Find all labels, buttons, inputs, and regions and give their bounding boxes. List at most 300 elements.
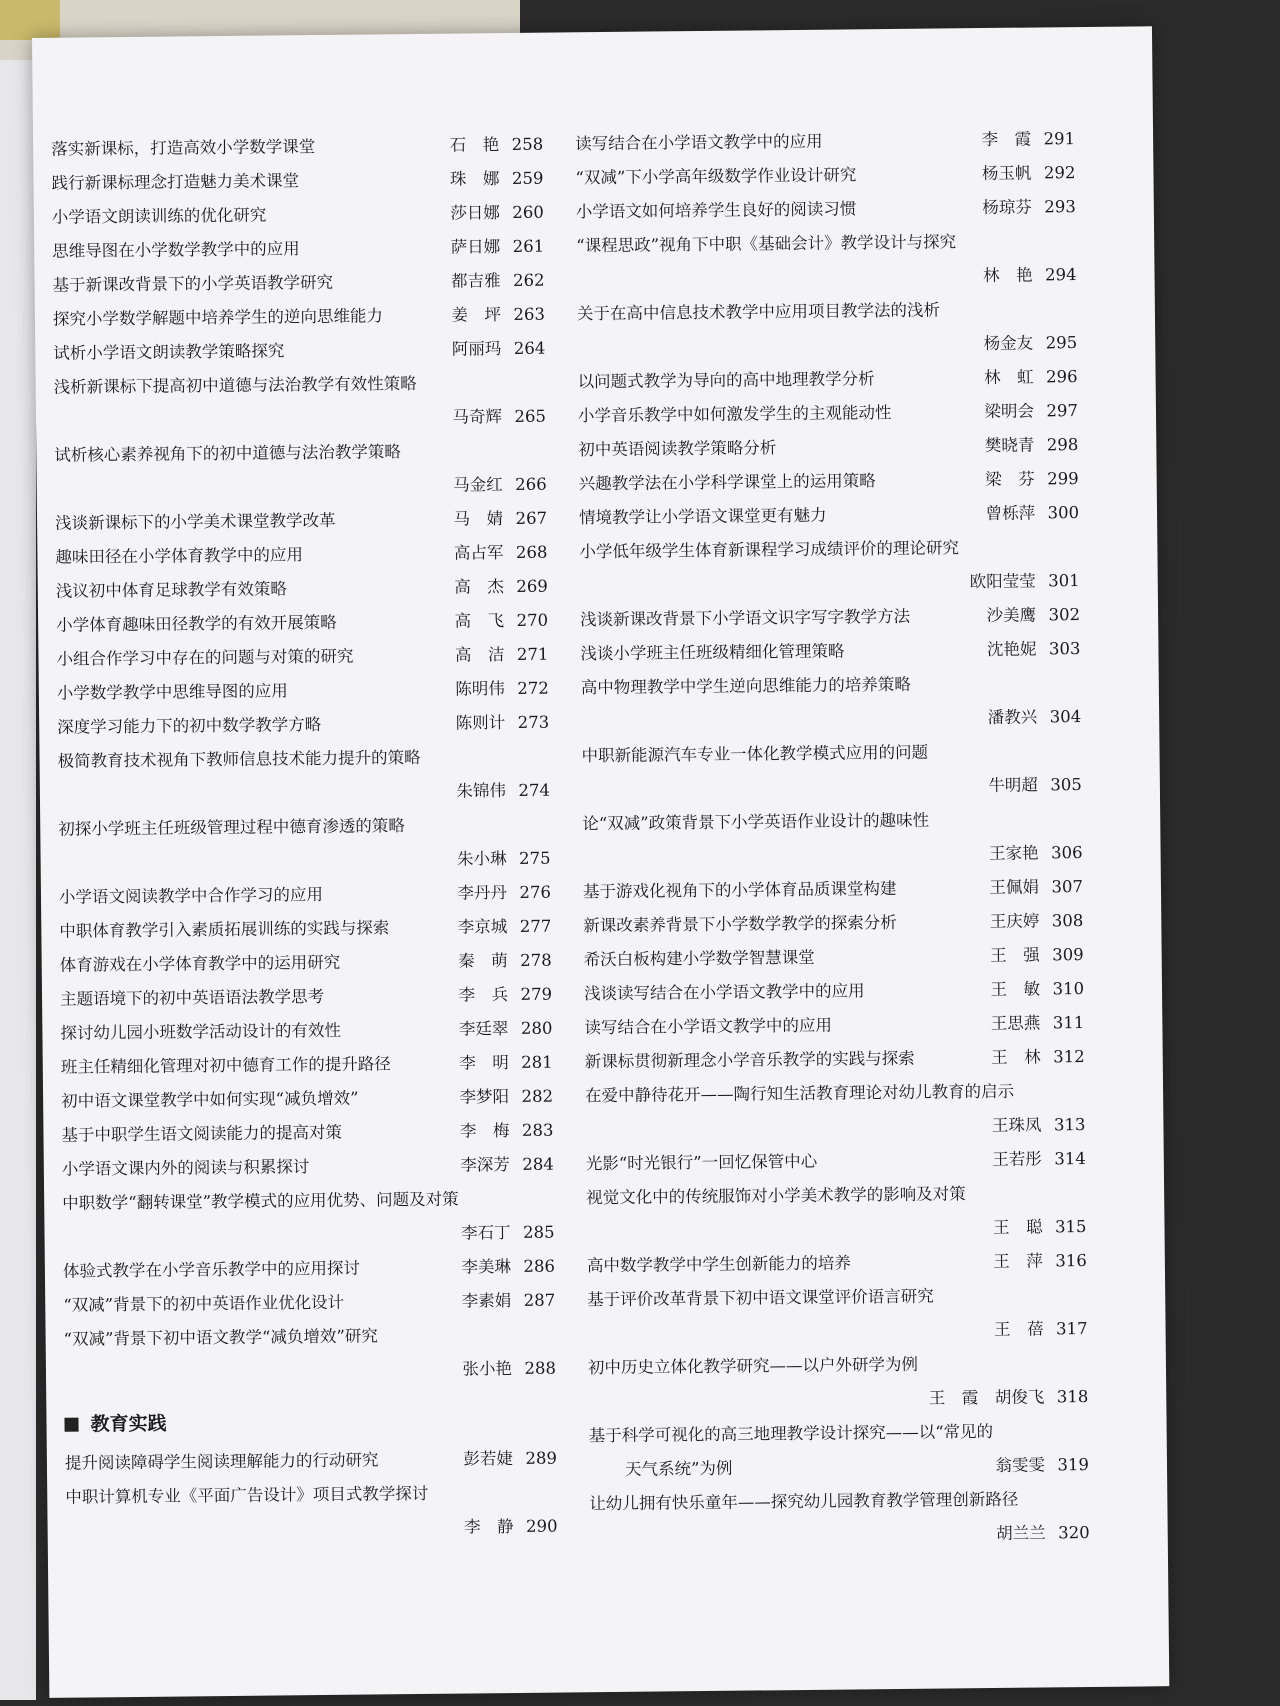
toc-entry-line <box>587 1244 1087 1283</box>
toc-entry-line <box>578 394 1078 433</box>
toc-entry <box>59 876 551 915</box>
toc-entry <box>585 1040 1085 1079</box>
toc-entry-author: 王 蓓 <box>993 1319 1044 1339</box>
toc-entry-title: 在爱中静待花开——陶行知生活教育理论对幼儿教育的启示 <box>585 1081 1015 1106</box>
leader-dots <box>895 395 966 430</box>
toc-entry-author: 曾栎萍 <box>985 503 1036 524</box>
toc-entry-title: 探究小学数学解题中培养学生的逆向思维能力 <box>52 306 384 329</box>
toc-entry-author: 王 聪 <box>992 1217 1043 1238</box>
toc-entry-page: 307 <box>1051 877 1084 897</box>
toc-entry-title: 初中英语阅读教学策略分析 <box>578 438 777 460</box>
leader-dots <box>328 979 440 1014</box>
toc-entry <box>584 1006 1084 1045</box>
toc-entry-line <box>52 196 544 235</box>
leader-dots <box>826 123 963 158</box>
leader-dots <box>94 843 449 881</box>
toc-entry-author: 李美琳 <box>461 1257 511 1277</box>
toc-entry-author: 高占军 <box>453 543 504 563</box>
leader-dots <box>821 1143 974 1179</box>
toc-entry-title: 小学语文朗读训练的优化研究 <box>51 205 267 227</box>
toc-entry-line <box>65 1442 557 1481</box>
toc-entry-line <box>586 1210 1086 1249</box>
leader-dots <box>612 259 975 297</box>
toc-entry-title: 光影“时光银行”一回忆保管中心 <box>585 1151 818 1174</box>
toc-entry-author: 李京城 <box>457 917 508 937</box>
toc-entry-line <box>586 1142 1086 1181</box>
toc-entry-page: 319 <box>1057 1455 1090 1475</box>
toc-entry-title: 小学语文阅读教学中合作学习的应用 <box>58 885 324 907</box>
toc-entry <box>578 394 1078 433</box>
toc-entry-page: 286 <box>523 1256 555 1276</box>
leader-dots <box>621 1109 984 1147</box>
toc-entry-title: 小学语文如何培养学生良好的阅读习惯 <box>575 199 857 222</box>
toc-entry-title: 班主任精细化管理对初中德育工作的提升路径 <box>60 1054 391 1077</box>
toc-entry-author: 梁 芬 <box>985 469 1035 490</box>
toc-entry-line <box>585 1040 1085 1079</box>
toc-entry-author: 陈则计 <box>455 713 506 733</box>
toc-entry-author: 秦 萌 <box>458 951 508 971</box>
leader-dots <box>319 129 431 164</box>
toc-entry-title: 主题语境下的初中英语语法教学思考 <box>59 986 325 1009</box>
leader-dots <box>860 191 964 226</box>
section-heading <box>64 1398 556 1447</box>
toc-entry-page: 314 <box>1054 1149 1086 1169</box>
toc-entry <box>59 910 551 949</box>
toc-entry-line <box>55 536 547 575</box>
leader-dots <box>860 157 963 192</box>
leader-dots <box>327 877 439 912</box>
toc-entry-author: 欧阳莹莹 <box>969 571 1036 592</box>
toc-entry <box>589 1482 1090 1555</box>
toc-entry <box>51 128 543 167</box>
toc-entry-line <box>61 1114 553 1153</box>
toc-entry-author: 高 杰 <box>454 577 504 597</box>
toc-entry-line <box>62 1148 554 1187</box>
toc-entry-page: 317 <box>1055 1319 1088 1339</box>
toc-entry-page: 320 <box>1058 1523 1090 1543</box>
toc-entry-line <box>583 904 1083 943</box>
toc-entry-author: 张小艳 <box>462 1359 513 1379</box>
toc-entry-author: 杨玉帆 <box>981 163 1032 184</box>
toc-entry-page: 297 <box>1046 401 1079 421</box>
toc-entry-title: 基于评价改革背景下初中语文课堂评价语言研究 <box>587 1286 934 1310</box>
toc-entry <box>584 972 1084 1011</box>
toc-entry <box>52 264 544 303</box>
toc-entry-author: 王庆婷 <box>989 911 1040 932</box>
toc-entry <box>56 638 548 677</box>
toc-entry-author: 王若彤 <box>992 1149 1042 1170</box>
leader-dots <box>618 837 981 875</box>
toc-entry-author: 王思燕 <box>990 1013 1041 1034</box>
toc-entry-author: 李廷翠 <box>458 1019 509 1039</box>
toc-entry-page: 291 <box>1043 129 1076 149</box>
toc-entry <box>55 536 547 575</box>
toc-entry-line <box>580 564 1080 603</box>
right-column <box>575 122 1090 1555</box>
leader-dots <box>618 769 981 807</box>
toc-entry-author: 莎日娜 <box>450 203 500 223</box>
toc-entry-author: 石 艳 <box>449 135 500 155</box>
toc-entry-page: 262 <box>512 270 545 290</box>
toc-entry-author: 珠 娜 <box>449 169 500 189</box>
toc-entry <box>52 230 544 269</box>
toc-entry <box>588 1346 1089 1419</box>
toc-entry <box>583 904 1083 943</box>
leader-dots <box>878 361 965 396</box>
leader-dots <box>382 1443 445 1478</box>
toc-entry-author: 王 林 <box>991 1047 1041 1068</box>
toc-entry-line <box>52 230 544 269</box>
toc-entry-title: 浅谈新课改背景下小学语文识字写字教学方法 <box>580 606 911 630</box>
toc-entry-author: 彭若婕 <box>463 1449 514 1469</box>
leader-dots <box>836 1007 973 1042</box>
toc-entry-author: 翁雯雯 <box>995 1455 1046 1475</box>
leader-dots <box>307 537 436 572</box>
toc-entry <box>586 1176 1087 1249</box>
toc-entry-title: 试析核心素养视角下的初中道德与法治教学策略 <box>54 442 401 465</box>
toc-entry-title: 中职数学“翻转课堂”教学模式的应用优势、问题及对策 <box>62 1189 459 1213</box>
toc-entry-title: 小学音乐教学中如何激发学生的主观能动性 <box>577 403 892 426</box>
toc-entry-author: 李石丁 <box>460 1223 511 1243</box>
toc-entry-line <box>576 190 1076 229</box>
toc-entry-title: 浅析新课标下提高初中道德与法治教学有效性策略 <box>53 373 417 397</box>
toc-entry-title: “双减”背景下初中语文教学“减负增效”研究 <box>63 1326 378 1349</box>
leader-dots <box>98 1217 453 1255</box>
toc-entry <box>63 1250 555 1289</box>
leader-dots <box>337 265 433 300</box>
toc-entry-page: 315 <box>1054 1217 1087 1237</box>
toc-entry-title: 落实新课标，打造高效小学数学课堂 <box>51 137 316 159</box>
toc-entry-title: 以问题式教学为导向的高中地理教学分析 <box>577 369 875 392</box>
toc-entry-author: 杨金友 <box>983 333 1034 354</box>
toc-entry-page: 301 <box>1048 571 1080 591</box>
toc-entry-page: 293 <box>1044 197 1076 217</box>
toc-entry-author: 王佩娟 <box>989 877 1040 898</box>
toc-entry-author: 林 艳 <box>982 265 1033 286</box>
toc-entry-title: 小学数学教学中思维导图的应用 <box>56 681 288 703</box>
toc-entry-author: 王家艳 <box>988 843 1039 864</box>
toc-entry-author: 王 霞 胡俊飞 <box>928 1387 1045 1408</box>
toc-entry-author: 王 萍 <box>993 1251 1043 1271</box>
toc-entry-title-continued: 天气系统”为例 <box>624 1458 733 1479</box>
toc-entry-author: 朱小琳 <box>457 849 507 869</box>
toc-entry-page: 302 <box>1048 605 1081 625</box>
toc-entry-page: 279 <box>520 984 553 1004</box>
toc-entry <box>585 1074 1086 1147</box>
leader-dots <box>304 231 433 266</box>
toc-entry-author: 李 霞 <box>981 129 1032 150</box>
leader-dots <box>90 401 445 439</box>
toc-entry-page: 287 <box>523 1290 556 1310</box>
toc-entry-author: 樊晓青 <box>984 435 1035 456</box>
toc-entry-line <box>56 638 548 677</box>
toc-entry <box>587 1278 1088 1351</box>
toc-entry-page: 313 <box>1053 1115 1086 1135</box>
toc-entry-line <box>582 768 1082 807</box>
toc-entry-author: 李 明 <box>459 1053 509 1073</box>
toc-entry-page: 264 <box>513 338 546 358</box>
toc-entry-page: 303 <box>1048 639 1081 659</box>
toc-entry <box>53 332 545 371</box>
leader-dots <box>288 333 433 369</box>
toc-entry-author: 林 虹 <box>984 367 1034 388</box>
toc-entry <box>53 298 545 337</box>
toc-entry-title: 读写结合在小学语文教学中的应用 <box>584 1015 832 1038</box>
toc-entry-page: 260 <box>512 202 544 222</box>
leader-dots <box>346 1115 442 1150</box>
leader-dots <box>348 1285 443 1320</box>
toc-entry-line <box>585 1108 1085 1147</box>
toc-entry-page: 281 <box>521 1052 553 1072</box>
toc-entry-line <box>63 1284 555 1323</box>
toc-entry-line <box>580 598 1080 637</box>
toc-entry-title: 极简教育技术视角下教师信息技术能力提升的策略 <box>57 747 421 771</box>
toc-entry-title: 提升阅读障碍学生阅读理解能力的行动研究 <box>64 1450 379 1473</box>
toc-entry-page: 282 <box>521 1086 554 1106</box>
toc-entry-title: “课程思政”视角下中职《基础会计》教学设计与探究 <box>576 232 957 256</box>
toc-entry-title: 视觉文化中的传统服饰对小学美术教学的影响及对策 <box>586 1184 966 1208</box>
leader-dots <box>303 163 432 198</box>
leader-dots <box>818 939 971 975</box>
toc-entry-author: 王珠凤 <box>991 1115 1042 1136</box>
toc-entry <box>581 734 1082 807</box>
toc-entry-page: 259 <box>511 168 544 188</box>
toc-entry <box>580 598 1080 637</box>
toc-entry-author: 沈艳妮 <box>986 639 1037 660</box>
toc-entry-page: 299 <box>1047 469 1079 489</box>
toc-entry-line <box>580 632 1080 671</box>
toc-entry <box>576 224 1077 297</box>
leader-dots <box>362 1081 441 1116</box>
toc-entry-page: 272 <box>517 678 549 698</box>
toc-entry-page: 316 <box>1055 1251 1087 1271</box>
toc-entry-page: 265 <box>514 406 547 426</box>
toc-entry-line <box>577 360 1077 399</box>
toc-entry <box>60 1012 552 1051</box>
leader-dots <box>91 469 446 507</box>
toc-entry-line <box>61 1046 553 1085</box>
toc-entry-line <box>59 910 551 949</box>
background-object <box>0 0 60 40</box>
toc-entry-page: 312 <box>1053 1047 1085 1067</box>
toc-entry <box>588 1414 1089 1487</box>
toc-entry-page: 271 <box>516 644 549 664</box>
leader-dots <box>364 1251 443 1286</box>
toc-entry <box>65 1442 557 1481</box>
toc-entry-author: 萨日娜 <box>450 237 501 257</box>
toc-entry-author: 李 梅 <box>459 1121 510 1141</box>
toc-entry-title: 初探小学班主任班级管理过程中德育渗透的策略 <box>58 816 405 839</box>
toc-entry-page: 318 <box>1056 1387 1089 1407</box>
toc-entry-line <box>63 1250 555 1289</box>
toc-entry-page: 263 <box>513 304 546 324</box>
toc-entry <box>60 944 552 983</box>
leader-dots <box>339 503 435 538</box>
toc-entry-line <box>56 604 548 643</box>
toc-entry-title: 践行新课标理念打造魅力美术课堂 <box>51 171 300 193</box>
toc-entry <box>576 190 1076 229</box>
toc-entry-author: 都吉雅 <box>450 271 501 291</box>
toc-entry-title: 希沃白板构建小学数学智慧课堂 <box>583 947 815 970</box>
toc-entry-author: 阿丽玛 <box>451 339 502 359</box>
toc-entry-author: 陈明伟 <box>455 679 505 699</box>
toc-entry <box>61 1046 553 1085</box>
toc-entry-line <box>588 1380 1088 1419</box>
toc-entry-line <box>52 264 544 303</box>
toc-entry-page: 275 <box>519 848 551 868</box>
toc-entry-page: 285 <box>522 1222 555 1242</box>
leader-dots <box>613 327 976 365</box>
toc-entry-title: 高中数学教学中学生创新能力的培养 <box>586 1253 851 1276</box>
toc-entry-page: 308 <box>1051 911 1084 931</box>
toc-entry-title: 浅议初中体育足球教学有效策略 <box>55 579 287 601</box>
toc-entry-line <box>56 570 548 609</box>
toc-entry-page: 270 <box>516 610 549 630</box>
toc-entry-author: 高 洁 <box>454 645 505 665</box>
toc-entry-title: 基于中职学生语文阅读能力的提高对策 <box>61 1122 343 1145</box>
toc-entry-title: 思维导图在小学数学教学中的应用 <box>52 239 300 261</box>
leader-dots <box>94 775 449 813</box>
toc-entry-line <box>579 496 1079 535</box>
toc-entry <box>51 162 543 201</box>
toc-entry-page: 266 <box>515 474 547 494</box>
toc-entry-title: 体育游戏在小学体育教学中的运用研究 <box>59 952 341 975</box>
toc-entry <box>579 496 1079 535</box>
leader-dots <box>880 463 967 498</box>
leader-dots <box>622 1211 985 1249</box>
toc-entry-page: 298 <box>1046 435 1079 455</box>
toc-entry-author: 胡兰兰 <box>996 1523 1046 1543</box>
leader-dots <box>623 1313 986 1351</box>
toc-entry-line <box>589 1448 1089 1487</box>
toc-entry-title: 中职体育教学引入素质拓展训练的实践与探索 <box>59 918 390 941</box>
toc-entry-line <box>53 298 545 337</box>
toc-entry-title: 趣味田径在小学体育教学中的应用 <box>55 545 304 567</box>
toc-entry-page: 311 <box>1052 1013 1085 1033</box>
toc-entry-author: 马金红 <box>453 475 503 495</box>
toc-entry-title: 兴趣教学法在小学科学课堂上的运用策略 <box>578 471 876 494</box>
leader-dots <box>340 605 436 640</box>
toc-entry-author: 姜 坪 <box>451 305 502 325</box>
toc-entry-line <box>57 672 549 711</box>
toc-entry-line <box>584 972 1084 1011</box>
toc-entry-page: 277 <box>519 916 552 936</box>
leader-dots <box>325 707 437 742</box>
toc-entry-author: 马奇辉 <box>452 407 503 427</box>
toc-entry <box>57 740 550 813</box>
toc-entry-line <box>55 502 547 541</box>
toc-entry-line <box>584 938 1084 977</box>
toc-entry-line <box>576 258 1076 297</box>
section-title: 教育实践 <box>90 1412 167 1436</box>
toc-entry <box>587 1244 1087 1283</box>
toc-entry <box>55 502 547 541</box>
leader-dots <box>344 945 440 980</box>
toc-entry <box>582 802 1083 875</box>
leader-dots <box>616 565 962 603</box>
toc-entry-author: 王 敏 <box>990 979 1041 1000</box>
toc-entry-title: 初中语文课堂教学中如何实现“减负增效” <box>61 1088 359 1111</box>
toc-entry-title: 高中物理教学中学生逆向思维能力的培养策略 <box>580 674 911 698</box>
square-bullet-icon <box>64 1418 78 1432</box>
toc-entry <box>57 706 549 745</box>
toc-entry-page: 258 <box>511 134 544 154</box>
leader-dots <box>393 911 439 945</box>
leader-dots <box>780 429 966 465</box>
leader-dots <box>901 905 972 940</box>
toc-entry-line <box>584 1006 1084 1045</box>
toc-entry <box>54 434 547 507</box>
toc-entry-page: 305 <box>1050 775 1082 795</box>
toc-entry-line <box>579 462 1079 501</box>
table-of-contents-page <box>32 26 1169 1698</box>
leader-dots <box>626 1517 989 1555</box>
adjacent-page-edge <box>0 60 36 1700</box>
toc-entry-line <box>55 468 547 507</box>
toc-entry-title: 浅谈新课标下的小学美术课堂教学改革 <box>54 510 336 533</box>
toc-entry-line <box>582 836 1082 875</box>
toc-entry-author: 沙美鹰 <box>986 605 1037 626</box>
toc-entry <box>575 122 1075 161</box>
toc-entry-author: 王 强 <box>990 945 1040 966</box>
toc-entry-page: 269 <box>516 576 548 596</box>
toc-entry-line <box>54 400 546 439</box>
toc-entry-title: 基于新课改背景下的小学英语教学研究 <box>52 272 334 295</box>
toc-entry-author: 杨琼芬 <box>982 197 1032 218</box>
toc-entry <box>65 1476 558 1549</box>
leader-dots <box>292 673 437 709</box>
toc-entry-title: 探讨幼儿园小班数学活动设计的有效性 <box>60 1020 342 1043</box>
toc-entry <box>579 462 1079 501</box>
toc-entry-title: 小学体育趣味田径教学的有效开展策略 <box>56 612 337 635</box>
toc-entry-line <box>575 156 1075 195</box>
leader-dots <box>855 1245 975 1280</box>
toc-entry <box>578 428 1078 467</box>
toc-entry-line <box>60 978 552 1017</box>
toc-entry-title: 小学低年级学生体育新课程学习成绩评价的理论研究 <box>579 538 959 562</box>
toc-entry <box>62 1182 555 1255</box>
toc-entry-line <box>60 1012 552 1051</box>
toc-entry-author: 李 静 <box>464 1517 514 1537</box>
toc-entry-page: 296 <box>1046 367 1078 387</box>
leader-dots <box>291 571 436 607</box>
toc-entry-title: 中职新能源汽车专业一体化教学模式应用的问题 <box>581 742 929 766</box>
toc-entry <box>56 604 548 643</box>
toc-entry <box>52 196 544 235</box>
toc-entry-page: 268 <box>515 542 548 562</box>
toc-entry <box>63 1284 555 1323</box>
leader-dots <box>919 1041 973 1076</box>
toc-entry-line <box>53 332 545 371</box>
toc-entry-author: 朱锦伟 <box>456 781 507 801</box>
toc-entry-title: 中职计算机专业《平面广告设计》项目式教学探讨 <box>65 1483 429 1507</box>
toc-entry <box>577 360 1077 399</box>
toc-entry-page: 292 <box>1043 163 1076 183</box>
toc-entry-page: 290 <box>526 1516 558 1536</box>
toc-entry-line <box>58 774 550 813</box>
toc-entry-author: 李梦阳 <box>459 1087 510 1107</box>
toc-entry-author: 李素娟 <box>461 1291 512 1311</box>
toc-entry-title: 深度学习能力下的初中数学教学方略 <box>57 715 322 737</box>
toc-entry-author: 潘教兴 <box>987 707 1038 728</box>
toc-entry-title: 新课标贯彻新理念小学音乐教学的实践与探索 <box>584 1048 915 1072</box>
toc-entry <box>583 870 1083 909</box>
toc-entry-author: 李丹丹 <box>457 883 508 903</box>
leader-dots <box>868 973 972 1008</box>
toc-entry-line <box>575 122 1075 161</box>
toc-entry-title: 浅谈读写结合在小学语文教学中的应用 <box>583 981 865 1004</box>
toc-entry-author: 李 兵 <box>458 985 509 1005</box>
